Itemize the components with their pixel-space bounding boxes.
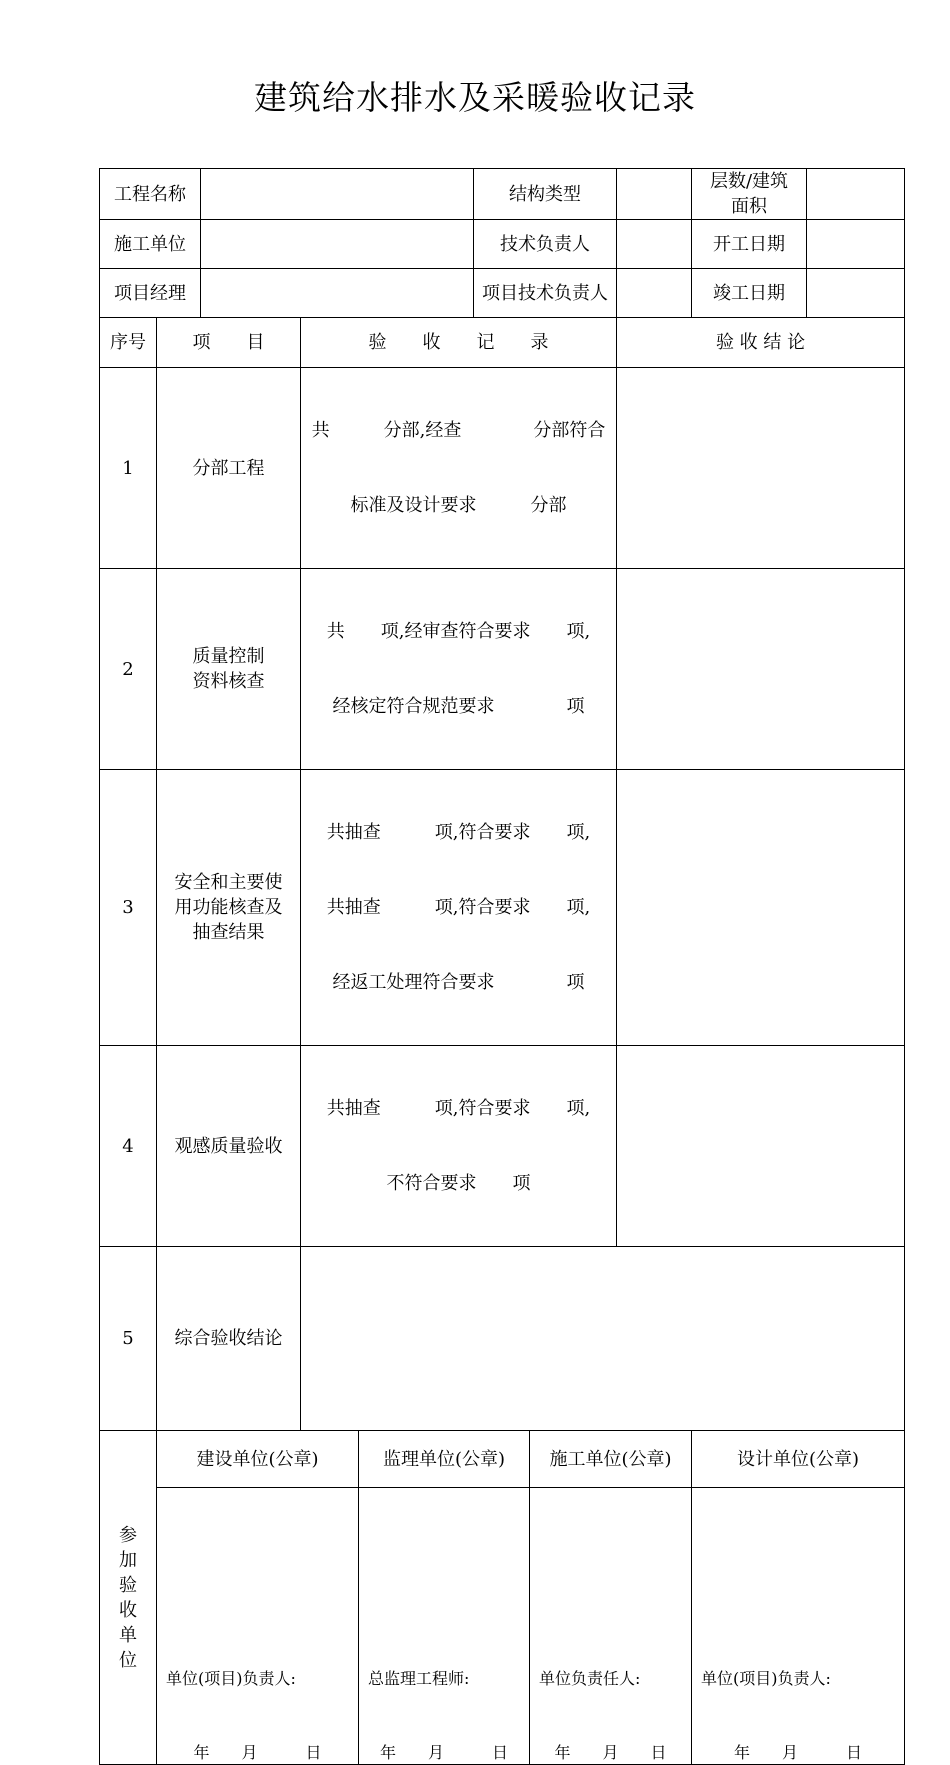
header-row [100,318,905,368]
info-row-1 [100,169,905,220]
project-manager-label: 项目经理 [100,269,201,318]
participants-label-char: 验 [119,1574,137,1596]
item-row-3 [100,770,905,1046]
row-record-line: 共 分部,经查 分部符合 [311,420,606,441]
signature-date: 年 月 日 [380,1743,509,1762]
row-item [157,770,301,1046]
participants-signature-row [100,1488,905,1765]
summary-seq: 5 [100,1247,157,1431]
row-conclusion[interactable] [617,1046,905,1247]
project-tech-lead-label: 项目技术负责人 [474,269,617,318]
tech-lead-label: 技术负责人 [474,220,617,269]
tech-lead-field[interactable] [617,220,692,269]
floors-area-label [692,169,807,220]
unit-name-contractor: 施工单位(公章) [530,1431,692,1488]
row-item-line: 质量控制 [192,646,265,667]
summary-label: 综合验收结论 [157,1247,301,1431]
structure-type-label: 结构类型 [474,169,617,220]
row-record-line: 标准及设计要求 分部 [350,495,567,516]
signature-date: 年 月 日 [734,1743,863,1762]
project-tech-lead-field[interactable] [617,269,692,318]
header-record: 验 收 记 录 [301,318,617,368]
signature-designer[interactable] [692,1488,905,1765]
participants-label-char: 参 [119,1524,137,1546]
row-record[interactable] [301,368,617,569]
row-conclusion[interactable] [617,368,905,569]
row-record-line: 共抽查 项,符合要求 项, [326,897,591,918]
signature-role: 单位(项目)负责人: [701,1669,831,1688]
acceptance-form-table [99,168,905,1765]
row-item-line: 分部工程 [192,457,265,479]
item-row-1 [100,368,905,569]
unit-name-designer: 设计单位(公章) [692,1431,905,1488]
header-conclusion: 验 收 结 论 [617,318,905,368]
signature-owner[interactable] [157,1488,359,1765]
start-date-field[interactable] [807,220,905,269]
completion-date-field[interactable] [807,269,905,318]
row-record[interactable] [301,1046,617,1247]
signature-date: 年 月 日 [554,1743,667,1762]
project-name-field[interactable] [201,169,474,220]
floors-area-field[interactable] [807,169,905,220]
signature-date: 年 月 日 [193,1743,322,1762]
info-row-3 [100,269,905,318]
row-seq: 1 [100,368,157,569]
row-item-line: 抽查结果 [192,922,265,943]
row-item-line: 观感质量验收 [174,1135,283,1157]
row-conclusion[interactable] [617,569,905,770]
participants-label-char: 收 [119,1599,137,1621]
summary-row [100,1247,905,1431]
item-row-4 [100,1046,905,1247]
start-date-label: 开工日期 [692,220,807,269]
participants-label-char: 加 [119,1549,137,1571]
row-record-line: 经核定符合规范要求 项 [332,696,585,717]
row-item-line: 用功能核查及 [174,897,283,918]
participants-label-char: 单 [119,1624,137,1646]
signature-role: 单位(项目)负责人: [166,1669,296,1688]
row-seq: 4 [100,1046,157,1247]
row-record-line: 共抽查 项,符合要求 项, [326,1098,591,1119]
row-record[interactable] [301,770,617,1046]
participants-header-row [100,1431,905,1488]
project-manager-field[interactable] [201,269,474,318]
structure-type-field[interactable] [617,169,692,220]
signature-supervisor[interactable] [359,1488,530,1765]
info-row-2 [100,220,905,269]
row-item-line: 安全和主要使 [174,872,283,893]
unit-name-owner: 建设单位(公章) [157,1431,359,1488]
construction-unit-label: 施工单位 [100,220,201,269]
row-record[interactable] [301,569,617,770]
item-row-2 [100,569,905,770]
signature-contractor[interactable] [530,1488,692,1765]
signature-role: 单位负责任人: [539,1669,641,1688]
row-conclusion[interactable] [617,770,905,1046]
construction-unit-field[interactable] [201,220,474,269]
row-seq: 2 [100,569,157,770]
participants-label [100,1431,157,1765]
row-seq: 3 [100,770,157,1046]
header-item: 项 目 [157,318,301,368]
page-title: 建筑给水排水及采暖验收记录 [254,78,696,117]
row-item [157,569,301,770]
row-item-line: 资料核查 [192,671,265,692]
summary-field[interactable] [301,1247,905,1431]
project-name-label: 工程名称 [100,169,201,220]
header-seq: 序号 [100,318,157,368]
row-item [157,368,301,569]
completion-date-label: 竣工日期 [692,269,807,318]
participants-label-char: 位 [119,1649,137,1671]
unit-name-supervisor: 监理单位(公章) [359,1431,530,1488]
row-record-line: 不符合要求 项 [386,1173,531,1194]
row-record-line: 共抽查 项,符合要求 项, [326,822,591,843]
row-record-line: 共 项,经审查符合要求 项, [326,621,591,642]
row-record-line: 经返工处理符合要求 项 [332,972,585,993]
signature-role: 总监理工程师: [368,1669,470,1688]
floors-area-label-line1: 层数/建筑 [709,171,789,192]
floors-area-label-line2: 面积 [731,196,768,217]
row-item [157,1046,301,1247]
